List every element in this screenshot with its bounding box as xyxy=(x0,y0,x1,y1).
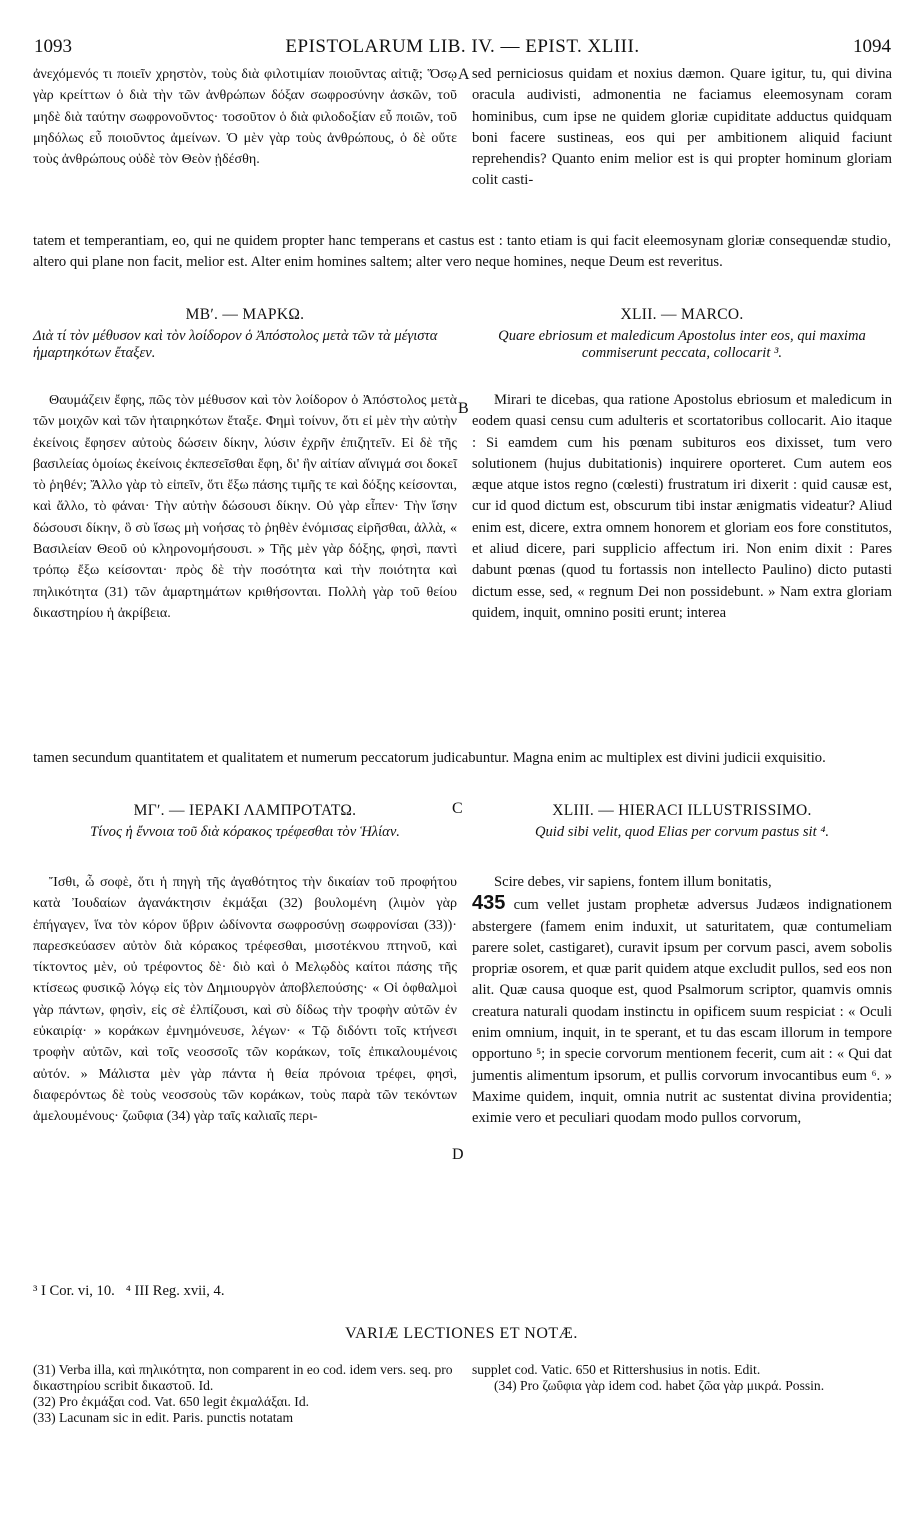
variae-left-column xyxy=(33,1362,457,1426)
page-number-right: 1094 xyxy=(853,36,891,57)
full-text-top: tatem et temperantiam, eo, qui ne quidem propter hanc temperans et castus est : tanto etiam is qui facit eleemosynam gloriæ consequendæ studio, altero qui plane non facit, melior est. Alter enim homines saltem; alter vero neque homines, neque Deum est reveritus. xyxy=(33,233,891,271)
margin-marker-a: A xyxy=(458,66,470,83)
latin-first-line-43: Scire debes, vir sapiens, fontem illum bonitatis, xyxy=(494,874,772,890)
latin-text-43: cum vellet justam prophetæ adversus Judæos indignationem abstergere (famem enim induxit, ut saturitatem, quæ contumeliam parere solet, castigaret), curavit ipsum per corvum pasci, avem sobolis propriæ osorem, et quæ parit quidem atque excludit pullos, sed eos non alit. Quæ causa quoque est, quod Psalmorum scriptor, quamvis omnis creatura naturali quodam instinctu in opificem suum respiciat : « Oculi enim omnium, inquit, in te sperant, et tu das escam illorum in tempore opportuno ⁵; in specie corvorum mentionem fecerit, cum ait : « Qui dat jumentis alimentum ipsorum, et pullis corvorum invocantibus eum ⁶. » Maxime quidem, inquit, omnia nutrit ac sustentat divina providentia; eximie vero et peculiari quodam modo pullos corvorum, xyxy=(472,897,892,1127)
latin-heading-43: XLIII. — HIERACI ILLUSTRISSIMO. xyxy=(552,802,812,819)
latin-column-top xyxy=(472,64,892,216)
latin-text-43-block xyxy=(472,893,892,1129)
latin-subtitle-42: Quare ebriosum et maledicum Apostolus inter eos, qui maxima commiserunt peccata, collocarit ³. xyxy=(498,328,866,361)
full-width-text-42 xyxy=(33,748,891,769)
greek-text-top: ἀνεχόμενός τι ποιεῖν χρηστὸν, τοὺς διὰ φιλοτιμίαν ποιοῦντας αἰτιᾷ; Ὅσῳ γὰρ κρείττων ὁ διὰ τὴν τῶν ἀνθρώπων δόξαν σωφροσύνην ἀσκῶν, τοῦ μηδὲ διὰ ταύτην σωφρονοῦντος· τοσοῦτον ὁ διὰ φιλοδοξίαν εὖ ποιῶν, τοῦ μηδόλως εὖ ποιοῦντος ἀμείνων. Ὁ μὲν γὰρ τοὺς ἀνθρώπους, ὁ δὲ οὔτε τοὺς ἀνθρώπους οὐδὲ τὸν Θεὸν ᾐδέσθη. xyxy=(33,66,457,168)
note-32: (32) Pro ἐκμάξαι cod. Vat. 650 legit ἐκμαλάξαι. Id. xyxy=(33,1394,310,1409)
greek-subtitle-43: Τίνος ἡ ἔννοια τοῦ διὰ κόρακος τρέφεσθαι τὸν Ἡλίαν. xyxy=(90,824,400,840)
variae-right-column xyxy=(472,1362,892,1394)
margin-marker-c: C xyxy=(452,800,463,817)
margin-marker-d: D xyxy=(452,1146,464,1163)
running-title: EPISTOLARUM LIB. IV. — EPIST. XLIII. xyxy=(285,36,640,57)
latin-text-top: sed perniciosus quidam et noxius dæmon. Quare igitur, tu, qui divina oracula audivisti, admonentia ne faciamus eleemosynam coram hominibus, cum ipse ne quidem gloriæ cupiditate adductus quidquam boni facere sustineas, eos qui per ambitionem aliquid faciunt reprehendis? Quanto enim melior est is qui propter hominum gloriam colit casti- xyxy=(472,66,892,189)
latin-text-42: Mirari te dicebas, qua ratione Apostolus ebriosum et maledicum in eodem quasi censu cum adulteris et scortatoribus collocarit. Aio itaque : Si eamdem cum his pœnam subituros eos dixisset, tum vero solutionem (hujus dubitationis) inquirere oporteret. Cum autem eos æque atque istos regno (cœlesti) frustratum iri dixerit : quid causæ est, cur id quod dictum est, obscurum tibi instar ænigmatis videatur? Aliud enim est, dicere, extra omnem honorem et gloriam eos fore constitutos, et aliud dicere, pari supplicio affectum iri. Non enim dixit : Pares dabunt pœnas (quod tu fortassis non intellecto Paulino) dicto putasti dictum esse, sed, « regnum Dei non possidebunt. » Nam extra gloriam quidem, inquit, omnino positi erunt; interea xyxy=(472,392,892,621)
greek-subtitle-42: Διὰ τί τὸν μέθυσον καὶ τὸν λοίδορον ὁ Ἀπόστολος μετὰ τῶν τὰ μέγιστα ἡμαρτηκότων ἔταξεν. xyxy=(33,328,438,361)
latin-subtitle-43: Quid sibi velit, quod Elias per corvum pastus sit ⁴. xyxy=(534,824,830,840)
greek-text-42: Θαυμάζειν ἔφης, πῶς τὸν μέθυσον καὶ τὸν λοίδορον ὁ Ἀπόστολος μετὰ τῶν μοιχῶν καὶ τῶν ἡταιρηκότων ἔταξε. Φημὶ τοίνυν, ὅτι εἰ μὲν τὴν αὐτὴν ἐκείνοις ἔφησεν αὐτοὺς δώσειν δίκην, λύσιν ἐχρῆν ἐπιζητεῖν. Εἰ δὲ τῆς βασιλείας ὁμοίως ἐκείνοις ἐκπεσεῖσθαι ἔφη, δι' ἣν αἰτίαν αἴνιγμά σοι δοκεῖ τὸ ῥηθέν; Ἄλλο γὰρ τὸ εἰπεῖν, ὅτι ἔξω πάσης τιμῆς τε καὶ δόξης κείσονται, καὶ ἄλλο, τὸ φάναι· Τὴν αὐτὴν δώσουσι δίκην. Οὐ γὰρ εἶπεν· Τὴν ἴσην δώσουσι δίκην, ὃ σὺ ἴσως μὴ νοήσας τὸ ῥηθὲν ἐνόμισας εἰρῆσθαι, ἀλλὰ, « Βασιλείαν Θεοῦ οὐ κληρονομήσουσι. » Τῆς μὲν γὰρ δόξης, φησὶ, παντὶ τρόπῳ ἔξω κείσονται· πρὸς δὲ τὴν ποσότητα καὶ τὴν ποιότητα καὶ πηλικότητα (31) τῶν ἁμαρτημάτων κριθήσονται. Πολλὴ γὰρ τοῦ θείου δικαστηρίου ἡ ἀκρίβεια. xyxy=(33,392,457,621)
column-number: 435 xyxy=(472,892,506,915)
full-text-42: tamen secundum quantitatem et qualitatem et numerum peccatorum judicabuntur. Magna enim ac multiplex est divini judicii exquisitio. xyxy=(33,750,826,766)
latin-epistle-43 xyxy=(472,800,892,1130)
running-header xyxy=(34,36,891,60)
note-33-cont: supplet cod. Vatic. 650 et Rittershusius in notis. Edit. xyxy=(472,1362,761,1377)
variae-heading: VARIÆ LECTIONES ET NOTÆ. xyxy=(345,1325,578,1342)
page-number-left: 1093 xyxy=(34,36,72,57)
greek-column-top xyxy=(33,64,457,216)
note-33: (33) Lacunam sic in edit. Paris. punctis notatam xyxy=(33,1410,294,1425)
greek-epistle-43 xyxy=(33,800,457,1128)
note-31: (31) Verba illa, καὶ πηλικότητα, non comparent in eo cod. idem vers. seq. pro δικαστηρίου scribit δικαστοῦ. Id. xyxy=(33,1362,453,1393)
full-width-text-top xyxy=(33,231,891,274)
latin-epistle-42 xyxy=(472,304,892,624)
note-34: (34) Pro ζωΰφια γὰρ idem cod. habet ζῶα γὰρ μικρά. Possin. xyxy=(494,1378,825,1393)
latin-heading-42: XLII. — MARCO. xyxy=(620,306,744,323)
greek-heading-43: ΜΓʹ. — ΙΕΡΑΚΙ ΛΑΜΠΡΟΤΑΤΩ. xyxy=(133,802,357,819)
greek-epistle-42 xyxy=(33,304,457,624)
margin-marker-b: B xyxy=(458,400,469,417)
footnote-refs: ³ I Cor. vi, 10. ⁴ III Reg. xvii, 4. xyxy=(33,1283,225,1299)
footnotes xyxy=(33,1283,891,1300)
greek-text-43: Ἴσθι, ὦ σοφὲ, ὅτι ἡ πηγὴ τῆς ἀγαθότητος τὴν δικαίαν τοῦ προφήτου κατὰ Ἰουδαίων ἀγανάκτησιν ἐκμάξαι (32) βουλομένη (λιμὸν γὰρ ἐπήγαγεν, ἵνα τὸν κόρον ὕβριν ὠδίνοντα σωφροσύνῃ σωφρονίσαι (33))· παρεσκεύασεν αὐτὸν διὰ κόρακος τρέφεσθαι, μισοτέκνου πτηνοῦ, καὶ τίκτοντος μὲν, οὐ τρέφοντος δὲ· διὸ καὶ ὁ Μελῳδὸς καίτοι πάσης τῆς κτίσεως φυσικῷ λόγῳ εἰς τὸν Δημιουργὸν ἀποβλεπούσης· « Οἱ ὀφθαλμοὶ γὰρ πάντων, φησὶν, εἰς σὲ ἐλπίζουσι, καὶ σὺ δίδως τὴν τροφὴν αὐτῶν ἐν εὐκαιρίᾳ· » κοράκων ἐμνημόνευσε, λέγων· « Τῷ διδόντι τοῖς κτήνεσι τροφὴν αὐτῶν, καὶ τοῖς νεοσσοῖς τῶν κοράκων, τοῖς ἐπικαλουμένοις αὐτόν. » Μάλιστα μὲν γὰρ πάντα ἡ θεία πρόνοια τρέφει, φησὶ, διαφερόντως δὲ τοὺς νεοσσοὺς τῶν κοράκων, τοὺς παρὰ τῶν τεκόντων ἀμελουμένους· ζωΰφια (34) γὰρ ταῖς καλιαῖς περι- xyxy=(33,874,457,1125)
greek-heading-42: ΜΒʹ. — ΜΑΡΚΩ. xyxy=(185,306,305,323)
